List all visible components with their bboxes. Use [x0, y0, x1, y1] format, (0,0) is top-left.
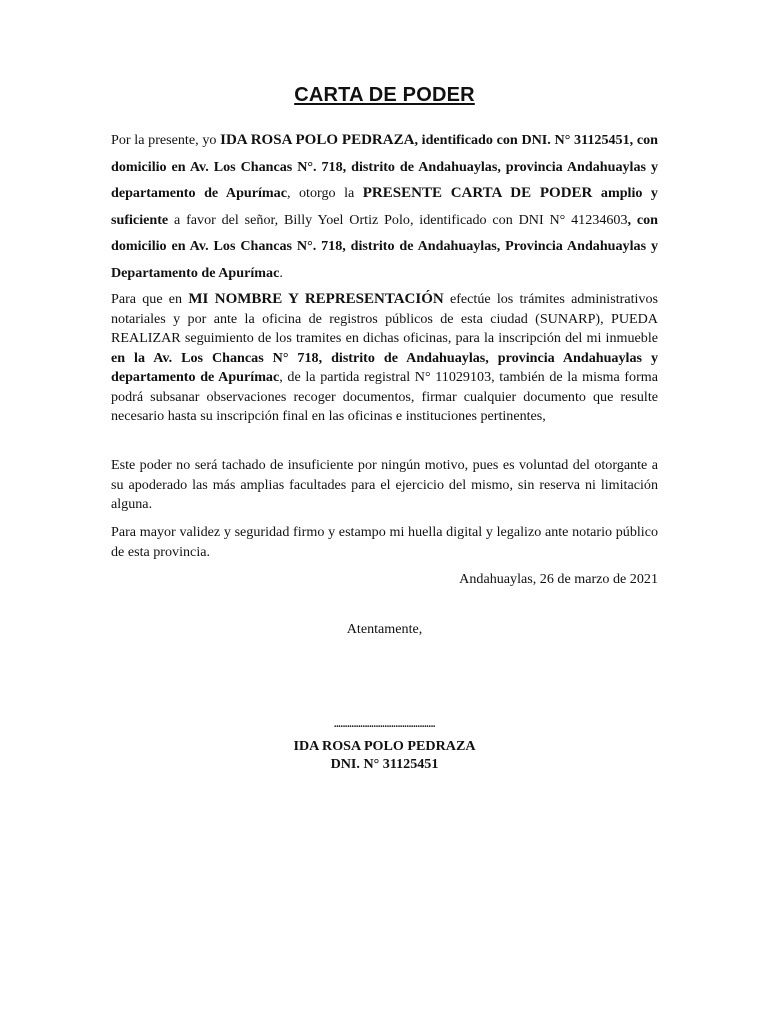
- p2-text-2: efectúe los trámites administrativos notariales y por ante la oficina de registros públicos de esta ciudad (SUNARP), PUEDA REALIZAR seguimiento de los tramites en dichas oficinas, para la inscripción del mi inmueble: [111, 291, 658, 346]
- signatory-dni: DNI. N° 31125451: [330, 756, 439, 772]
- document-page: [111, 0, 658, 1024]
- document-date: Andahuaylas, 26 de marzo de 2021: [459, 571, 658, 587]
- p1-text-4: .: [279, 264, 283, 281]
- p1-grantor-details: , identificado con DNI. N° 31125451, con domicilio en Av. Los Chancas N°. 718, distrito de Andahuaylas, provincia Andahuaylas y departamento de Apurímac: [111, 132, 658, 201]
- p1-text-3: a favor del señor, Billy Yoel Ortiz Polo, identificado con DNI N° 41234603: [168, 211, 628, 228]
- signatory-name: IDA ROSA POLO PEDRAZA: [293, 738, 476, 754]
- p2-text-3: , de la partida registral N° 11029103, también de la misma forma podrá subsanar observaciones recoger documentos, firmar cualquier documento que resulte necesario hasta su inscripción final en las oficinas e instituciones pertinentes,: [111, 369, 659, 424]
- p1-document-name: PRESENTE CARTA DE PODER: [362, 185, 593, 201]
- p1-text-1: Por la presente, yo: [111, 132, 221, 148]
- closing-salutation: Atentamente,: [346, 621, 423, 637]
- paragraph-powers: [111, 290, 658, 427]
- paragraph-grant: [111, 127, 658, 286]
- p2-representation: MI NOMBRE Y REPRESENTACIÓN: [188, 291, 444, 307]
- p1-scope: amplio y suficiente: [111, 185, 658, 228]
- p2-text-1: Para que en: [111, 291, 189, 307]
- document-title: CARTA DE PODER: [294, 84, 475, 106]
- paragraph-validity: Este poder no será tachado de insuficiente por ningún motivo, pues es voluntad del otorgante a su apoderado las más amplias facultades para el ejercicio del mismo, sin reserva ni limitación alguna.: [111, 457, 658, 512]
- p1-agent-address: , con domicilio en Av. Los Chancas N°. 718, distrito de Andahuaylas, Provincia Andahuaylas y Departamento de Apurímac: [111, 211, 659, 281]
- p1-text-2: , otorgo la: [286, 185, 363, 201]
- p1-grantor-name: IDA ROSA POLO PEDRAZA: [220, 132, 415, 148]
- p2-property-address: en la Av. Los Chancas N° 718, distrito de Andahuaylas, provincia Andahuaylas y departamento de Apurímac: [111, 349, 658, 385]
- paragraph-legalization: Para mayor validez y seguridad firmo y estampo mi huella digital y legalizo ante notario público de esta provincia.: [111, 524, 658, 560]
- signature-line: ..............................................: [333, 719, 436, 730]
